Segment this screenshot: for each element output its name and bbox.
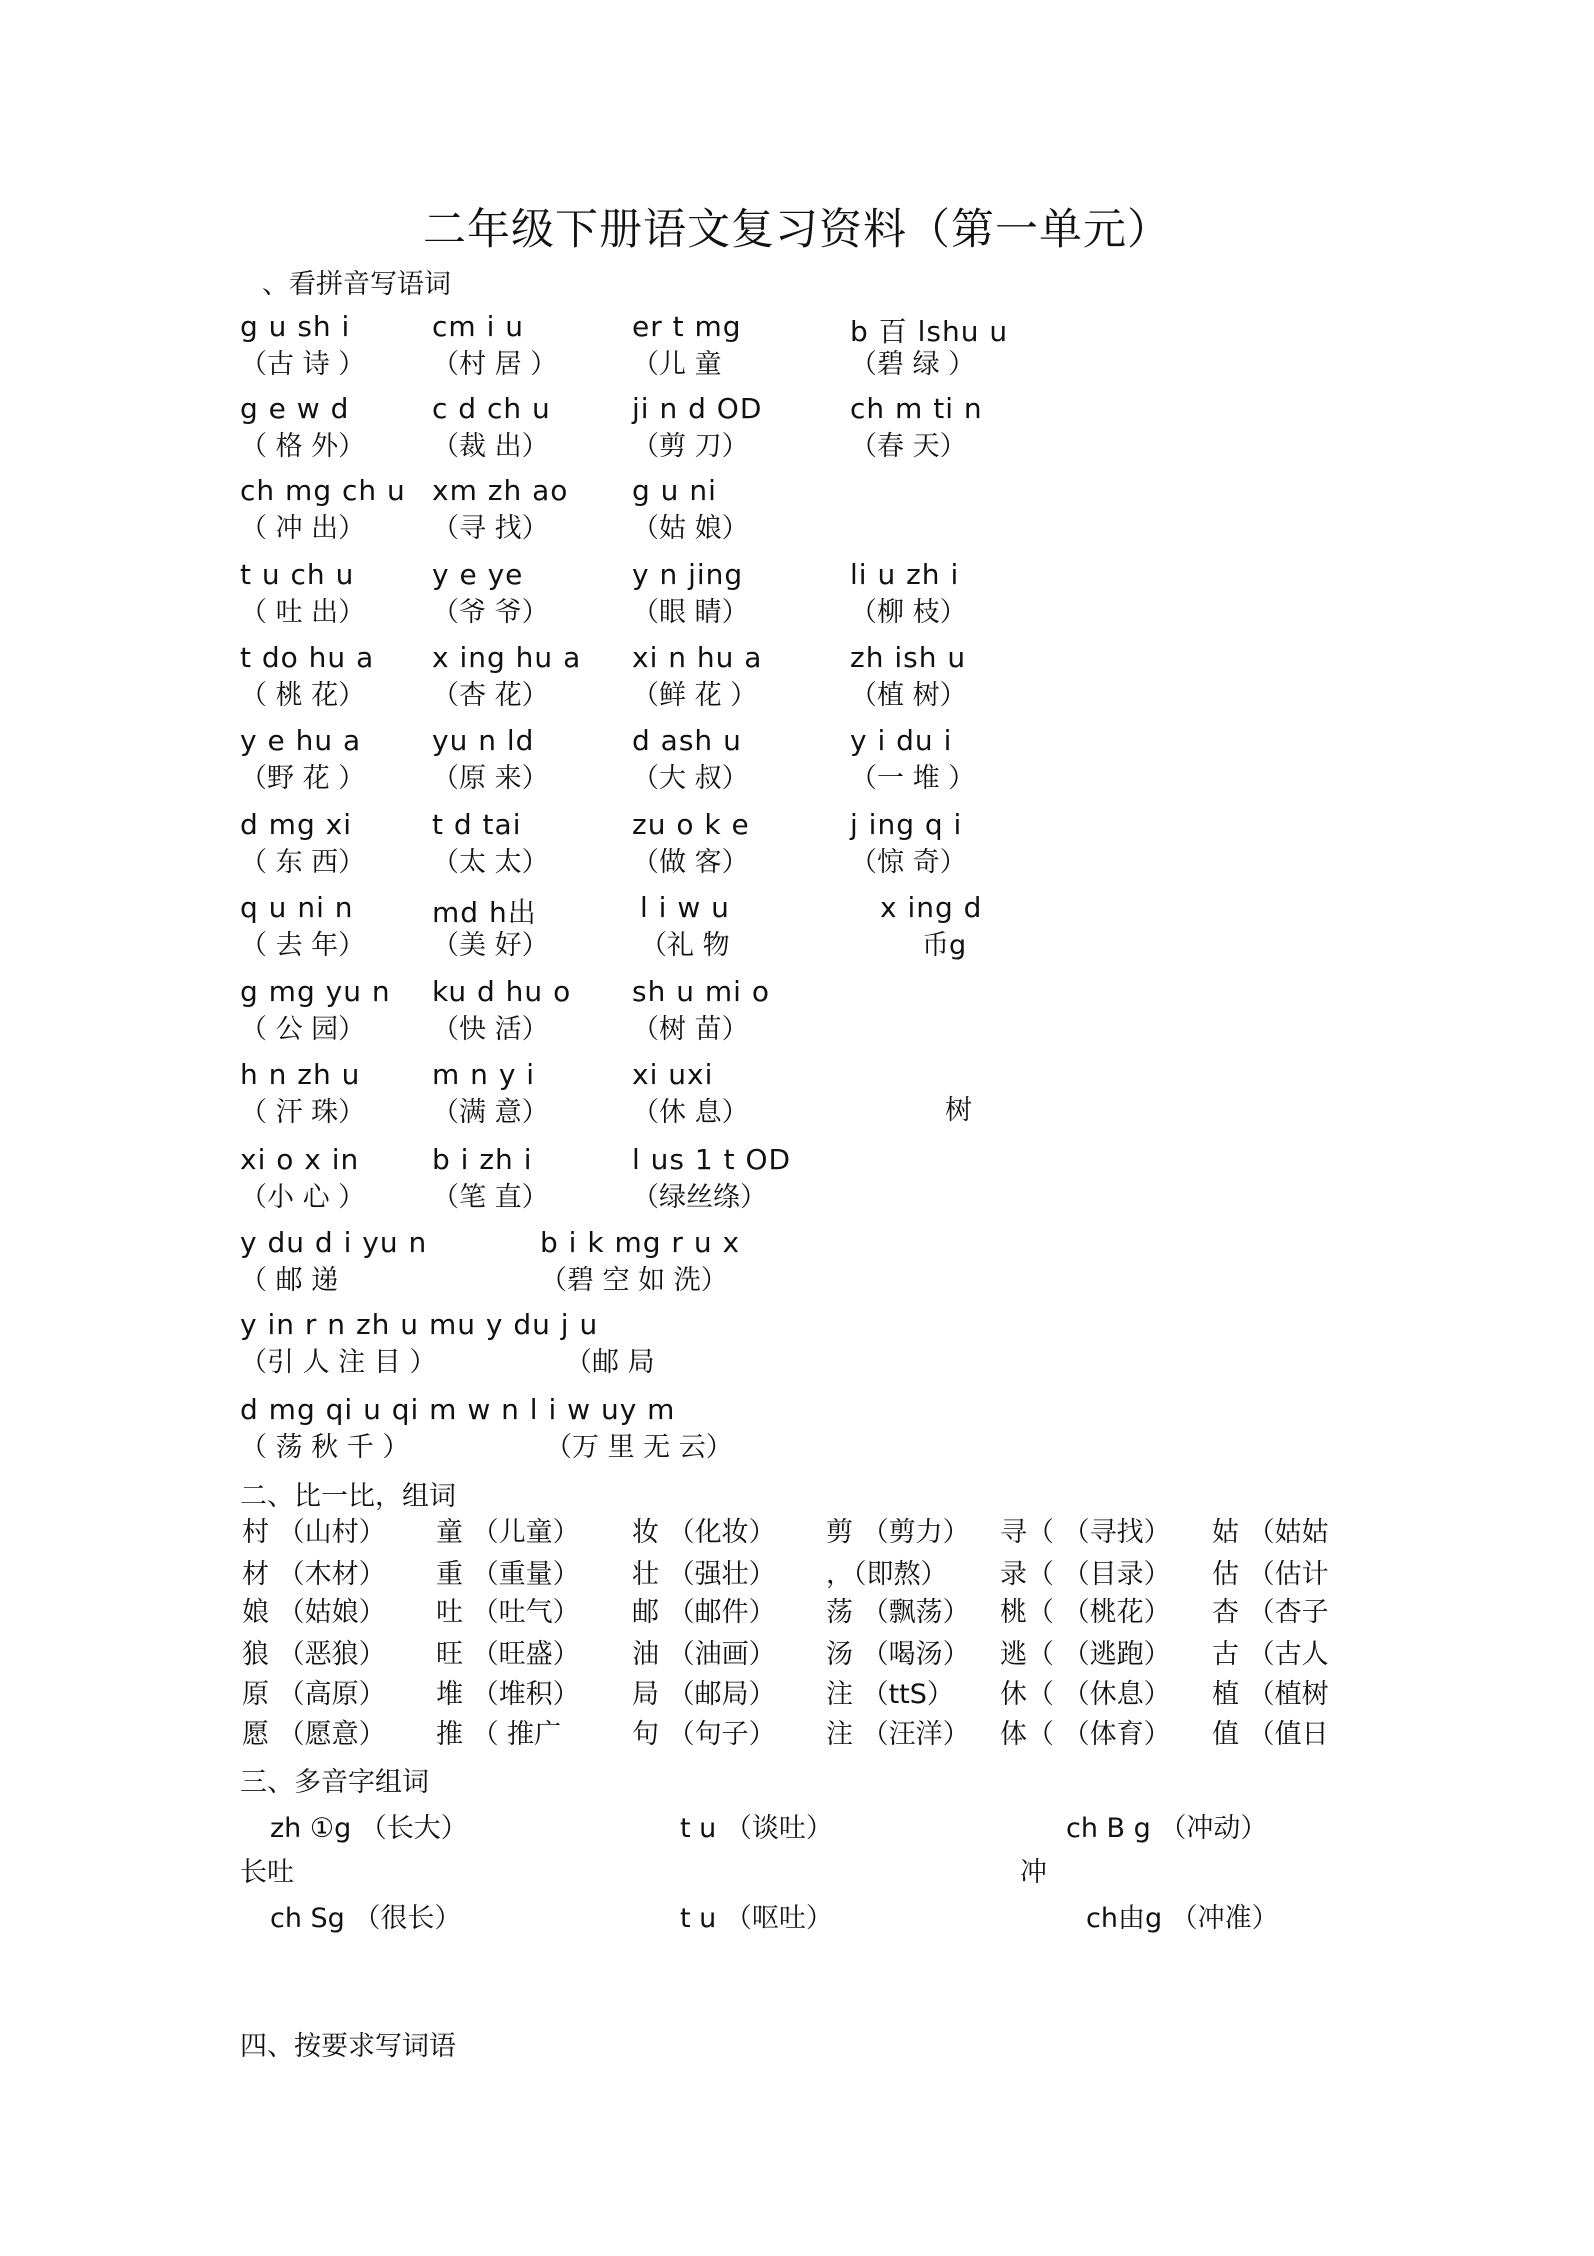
compare-word-item: 推 （ 推广 xyxy=(436,1719,562,1750)
pinyin-text: y i du i xyxy=(850,724,953,757)
page-title: 二年级下册语文复习资料（第一单元） xyxy=(423,205,1171,255)
pinyin-text: yu n ld xyxy=(432,724,535,757)
compare-word-item: 注 （ttS） xyxy=(826,1679,954,1710)
compare-word-item: 桃（ （桃花） xyxy=(1000,1597,1171,1628)
compare-word-item: 童 （儿童） xyxy=(436,1517,580,1548)
compare-word-item: 体（ （体育） xyxy=(1000,1719,1171,1750)
answer-word: （野 花 ） xyxy=(240,763,366,794)
answer-word: （绿丝绦） xyxy=(632,1182,767,1213)
pinyin-text: q u ni n xyxy=(240,891,354,924)
section-2-heading: 二、比一比，组词 xyxy=(240,1481,456,1512)
pinyin-text: ch mg ch u xyxy=(240,474,406,507)
answer-word: （引 人 注 目 ） xyxy=(240,1347,437,1378)
answer-word: （柳 枝） xyxy=(850,597,967,628)
pinyin-text: b 百 lshu u xyxy=(850,315,1009,348)
polyphone-item: t u （呕吐） xyxy=(680,1903,833,1934)
compare-word-item: 娘 （姑娘） xyxy=(242,1597,386,1628)
compare-word-item: 材 （木材） xyxy=(242,1559,386,1590)
pinyin-text: c d ch u xyxy=(432,392,551,425)
answer-word: （爷 爷） xyxy=(432,597,549,628)
pinyin-text: xm zh ao xyxy=(432,474,569,507)
compare-word-item: 值 （值日 xyxy=(1212,1719,1329,1750)
section-1-heading: 、看拼音写语词 xyxy=(262,269,451,300)
pinyin-text: x ing d xyxy=(880,891,983,924)
pinyin-text: sh u mi o xyxy=(632,975,770,1008)
compare-word-item: 剪 （剪力） xyxy=(826,1517,970,1548)
answer-word: （礼 物 xyxy=(640,930,730,961)
polyphone-item: ch B g （冲动） xyxy=(1066,1813,1268,1844)
pinyin-text: t u ch u xyxy=(240,558,355,591)
compare-word-item: 妆 （化妆） xyxy=(632,1517,776,1548)
compare-word-item: 估 （估计 xyxy=(1212,1559,1329,1590)
compare-word-item: 重 （重量） xyxy=(436,1559,580,1590)
answer-word: （美 好） xyxy=(432,930,549,961)
section-4-heading: 四、按要求写词语 xyxy=(240,2031,456,2062)
compare-word-item: 壮 （强壮） xyxy=(632,1559,776,1590)
answer-word: （ 桃 花） xyxy=(240,680,366,711)
answer-word: （ 去 年） xyxy=(240,930,366,961)
pinyin-text: d mg qi u qi m w n l i w uy m xyxy=(240,1393,676,1426)
pinyin-text: zh ish u xyxy=(850,641,967,674)
answer-word: （满 意） xyxy=(432,1097,549,1128)
pinyin-text: g u ni xyxy=(632,474,717,507)
pinyin-text: zu o k e xyxy=(632,808,750,841)
compare-word-item: 句 （句子） xyxy=(632,1719,776,1750)
compare-word-item: 邮 （邮件） xyxy=(632,1597,776,1628)
answer-word: （万 里 无 云） xyxy=(545,1432,733,1463)
answer-word: （儿 童 xyxy=(632,349,722,380)
pinyin-text: l i w u xyxy=(640,891,730,924)
compare-word-item: 汤 （喝汤） xyxy=(826,1639,970,1670)
polyphone-item: ch由g （冲准） xyxy=(1086,1903,1279,1934)
answer-word: （古 诗 ） xyxy=(240,349,366,380)
answer-word: （村 居 ） xyxy=(432,349,558,380)
compare-word-item: 局 （邮局） xyxy=(632,1679,776,1710)
pinyin-text: li u zh i xyxy=(850,558,960,591)
compare-word-item: 旺 （旺盛） xyxy=(436,1639,580,1670)
polyphone-char-label: 长吐 xyxy=(240,1857,294,1888)
answer-word: （杏 花） xyxy=(432,680,549,711)
answer-word: （太 太） xyxy=(432,847,549,878)
compare-word-item: 杏 （杏子 xyxy=(1212,1597,1329,1628)
answer-word: （休 息） xyxy=(632,1097,749,1128)
pinyin-text: y e hu a xyxy=(240,724,362,757)
answer-word: （ 冲 出） xyxy=(240,513,366,544)
answer-word: （鲜 花 ） xyxy=(632,680,758,711)
answer-word: （邮 局 xyxy=(565,1347,655,1378)
pinyin-text: d ash u xyxy=(632,724,742,757)
pinyin-text: b i k mg r u x xyxy=(540,1226,741,1259)
answer-word: （剪 刀） xyxy=(632,431,749,462)
answer-word: （春 天） xyxy=(850,431,967,462)
answer-word: （大 叔） xyxy=(632,763,749,794)
polyphone-item: ch Sg （很长） xyxy=(270,1903,462,1934)
compare-word-item: 逃（ （逃跑） xyxy=(1000,1639,1171,1670)
compare-word-item: 吐 （吐气） xyxy=(436,1597,580,1628)
compare-word-item: 狼 （恶狼） xyxy=(242,1639,386,1670)
answer-word: （裁 出） xyxy=(432,431,549,462)
pinyin-text: ku d hu o xyxy=(432,975,572,1008)
pinyin-text: h n zh u xyxy=(240,1058,361,1091)
pinyin-text: g e w d xyxy=(240,392,350,425)
answer-word: （ 荡 秋 千 ） xyxy=(240,1432,410,1463)
pinyin-text: b i zh i xyxy=(432,1143,533,1176)
polyphone-char-label: 冲 xyxy=(1020,1857,1047,1888)
compare-word-item: 村 （山村） xyxy=(242,1517,386,1548)
answer-word: （寻 找） xyxy=(432,513,549,544)
pinyin-text: t d tai xyxy=(432,808,522,841)
compare-word-item: 注 （汪洋） xyxy=(826,1719,970,1750)
pinyin-text: ch m ti n xyxy=(850,392,983,425)
pinyin-text: y e ye xyxy=(432,558,524,591)
answer-word: （惊 奇） xyxy=(850,847,967,878)
pinyin-text: l us 1 t OD xyxy=(632,1143,792,1176)
section-3-heading: 三、多音字组词 xyxy=(240,1767,429,1798)
pinyin-text: j ing q i xyxy=(850,808,963,841)
compare-word-item: 寻（ （寻找） xyxy=(1000,1517,1171,1548)
answer-word: （ 吐 出） xyxy=(240,597,366,628)
pinyin-text: g mg yu n xyxy=(240,975,391,1008)
pinyin-text: d mg xi xyxy=(240,808,352,841)
compare-word-item: 荡 （飘荡） xyxy=(826,1597,970,1628)
compare-word-item: 愿 （愿意） xyxy=(242,1719,386,1750)
answer-word: 币g xyxy=(922,930,967,961)
answer-word: （碧 绿 ） xyxy=(850,349,976,380)
answer-word: 树 xyxy=(945,1095,972,1126)
pinyin-text: xi n hu a xyxy=(632,641,763,674)
pinyin-text: ji n d OD xyxy=(632,392,763,425)
answer-word: （原 来） xyxy=(432,763,549,794)
compare-word-item: ，（即熬） xyxy=(826,1559,948,1590)
answer-word: （植 树） xyxy=(850,680,967,711)
answer-word: （笔 直） xyxy=(432,1182,549,1213)
pinyin-text: g u sh i xyxy=(240,310,351,343)
compare-word-item: 原 （高原） xyxy=(242,1679,386,1710)
pinyin-text: cm i u xyxy=(432,310,524,343)
pinyin-text: er t mg xyxy=(632,310,742,343)
compare-word-item: 植 （植树 xyxy=(1212,1679,1329,1710)
answer-word: （姑 娘） xyxy=(632,513,749,544)
pinyin-text: x ing hu a xyxy=(432,641,582,674)
pinyin-text: xi uxi xyxy=(632,1058,714,1091)
answer-word: （ 汗 珠） xyxy=(240,1097,366,1128)
answer-word: （ 邮 递 xyxy=(240,1265,339,1296)
pinyin-text: y n jing xyxy=(632,558,744,591)
answer-word: （做 客） xyxy=(632,847,749,878)
polyphone-item: zh ①g （长大） xyxy=(270,1813,468,1844)
answer-word: （ 公 园） xyxy=(240,1014,366,1045)
answer-word: （碧 空 如 洗） xyxy=(540,1265,728,1296)
pinyin-text: md h出 xyxy=(432,896,537,929)
pinyin-text: y du d i yu n xyxy=(240,1226,428,1259)
polyphone-item: t u （谈吐） xyxy=(680,1813,833,1844)
answer-word: （快 活） xyxy=(432,1014,549,1045)
compare-word-item: 姑 （姑姑 xyxy=(1212,1517,1329,1548)
answer-word: （ 东 西） xyxy=(240,847,366,878)
answer-word: （树 苗） xyxy=(632,1014,749,1045)
compare-word-item: 录（ （目录） xyxy=(1000,1559,1171,1590)
pinyin-text: xi o x in xyxy=(240,1143,360,1176)
compare-word-item: 堆 （堆积） xyxy=(436,1679,580,1710)
answer-word: （小 心 ） xyxy=(240,1182,366,1213)
answer-word: （眼 睛） xyxy=(632,597,749,628)
answer-word: （ 格 外） xyxy=(240,431,366,462)
compare-word-item: 油 （油画） xyxy=(632,1639,776,1670)
pinyin-text: m n y i xyxy=(432,1058,536,1091)
pinyin-text: t do hu a xyxy=(240,641,375,674)
pinyin-text: y in r n zh u mu y du j u xyxy=(240,1308,599,1341)
compare-word-item: 古 （古人 xyxy=(1212,1639,1329,1670)
compare-word-item: 休（ （休息） xyxy=(1000,1679,1171,1710)
answer-word: （一 堆 ） xyxy=(850,763,976,794)
